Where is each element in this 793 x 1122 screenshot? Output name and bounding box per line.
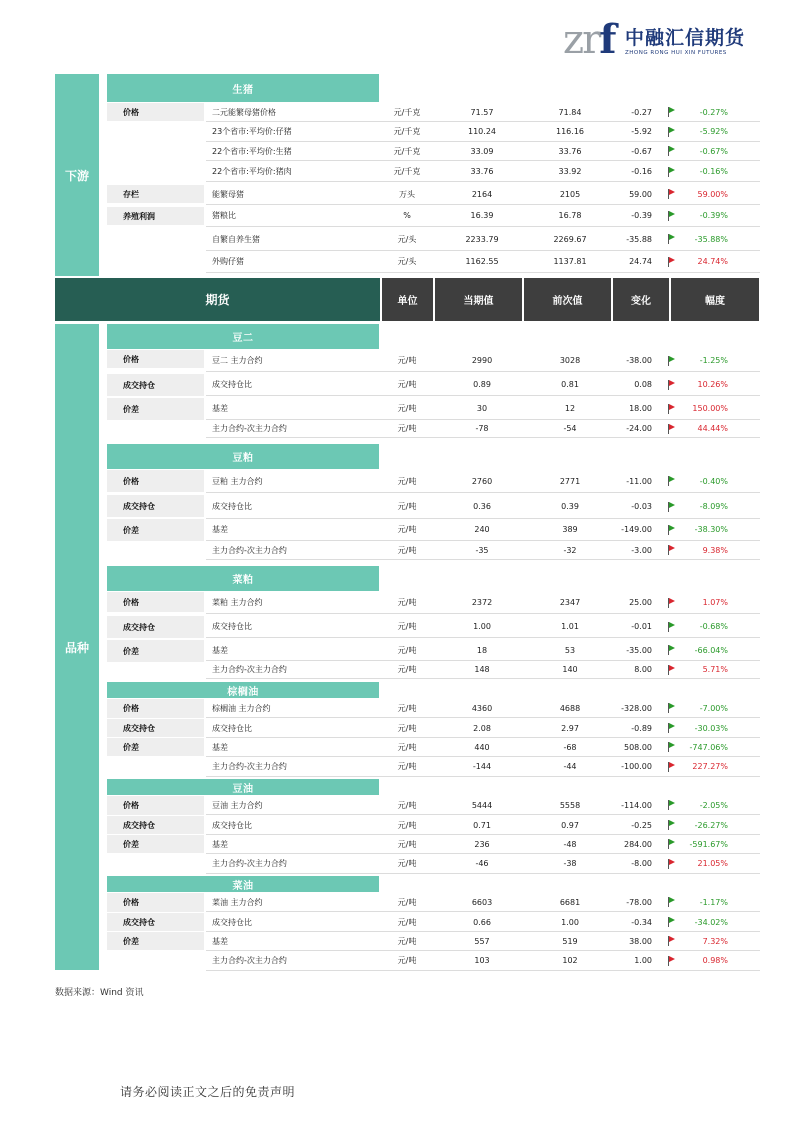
- item-name: 主力合约-次主力合约: [212, 762, 287, 771]
- item-name: 成交持仓比: [212, 723, 252, 733]
- item-previous: -38: [563, 859, 577, 868]
- item-current: 103: [474, 956, 490, 965]
- item-change: 59.00: [629, 189, 652, 199]
- item-name: 主力合约-次主力合约: [212, 956, 287, 965]
- table-row: [206, 251, 760, 273]
- item-previous: 2269.67: [553, 234, 587, 244]
- group-title: 菜粕: [107, 566, 379, 591]
- item-previous: 5558: [559, 800, 581, 810]
- item-name: 23个省市:平均价:仔猪: [212, 127, 292, 136]
- item-change: -35.00: [626, 645, 652, 655]
- category-price: 价格: [107, 350, 204, 368]
- table-row: [206, 184, 760, 205]
- item-previous: 16.78: [558, 211, 582, 220]
- item-current: 2372: [471, 598, 493, 607]
- side-label-downstream: 下游: [55, 74, 99, 276]
- item-pct: -7.00%: [699, 703, 728, 713]
- item-unit: 元/吨: [397, 956, 417, 965]
- item-name: 菜粕 主力合约: [212, 598, 263, 607]
- group-title: 豆二: [107, 324, 379, 349]
- item-pct: 1.07%: [702, 598, 728, 607]
- item-unit: 元/头: [397, 234, 417, 244]
- item-previous: -44: [563, 762, 577, 771]
- item-previous: 389: [562, 525, 578, 534]
- item-change: -5.92: [631, 127, 652, 136]
- item-name: 22个省市:平均价:生猪: [212, 146, 292, 156]
- table-row: [206, 951, 760, 971]
- item-change: -0.01: [631, 622, 652, 631]
- item-previous: 1.01: [561, 622, 579, 631]
- item-unit: 元/吨: [397, 839, 417, 849]
- item-previous: 0.97: [561, 820, 579, 830]
- item-pct: -591.67%: [689, 839, 728, 849]
- category-profit: 养殖利润: [107, 207, 204, 225]
- item-pct: 24.74%: [697, 257, 728, 266]
- item-change: -8.00: [631, 859, 652, 868]
- item-change: 8.00: [634, 665, 652, 674]
- item-pct: 5.71%: [702, 665, 728, 674]
- table-row: [206, 738, 760, 757]
- item-name: 主力合约-次主力合约: [212, 545, 287, 555]
- item-previous: 2771: [559, 476, 581, 486]
- table-row: [206, 640, 760, 661]
- item-previous: 2.97: [561, 723, 579, 733]
- item-name: 豆二 主力合约: [212, 356, 263, 365]
- item-name: 基差: [212, 404, 228, 413]
- disclaimer: 请务必阅读正文之后的免责声明: [120, 1085, 296, 1099]
- item-unit: 元/千克: [393, 127, 421, 136]
- item-change: 18.00: [629, 404, 652, 413]
- logo-company-name: 中融汇信期货: [625, 27, 746, 49]
- item-unit: 元/吨: [397, 936, 417, 946]
- item-unit: 元/吨: [397, 762, 417, 771]
- item-change: 508.00: [624, 742, 652, 752]
- item-change: -149.00: [621, 525, 652, 534]
- category-basis: 价差: [107, 932, 204, 950]
- item-pct: -1.17%: [699, 897, 728, 907]
- table-row: [206, 374, 760, 396]
- item-unit: 万头: [399, 189, 415, 199]
- table-row: [206, 122, 760, 142]
- category-basis: 价差: [107, 738, 204, 756]
- item-pct: 9.38%: [702, 545, 728, 555]
- item-change: -0.25: [631, 820, 652, 830]
- item-previous: 519: [562, 936, 578, 946]
- item-name: 豆粕 主力合约: [212, 476, 263, 486]
- item-current: 0.89: [473, 380, 491, 389]
- table-row: [206, 519, 760, 541]
- item-previous: 4688: [559, 703, 581, 713]
- item-current: 148: [474, 665, 490, 674]
- item-change: -0.67: [631, 146, 652, 156]
- item-change: 24.74: [629, 257, 652, 266]
- item-current: -144: [472, 762, 492, 771]
- item-unit: 元/吨: [397, 598, 417, 607]
- item-pct: 150.00%: [692, 404, 728, 413]
- item-current: 18: [476, 645, 488, 655]
- item-name: 成交持仓比: [212, 622, 252, 631]
- item-pct: -26.27%: [694, 820, 728, 830]
- item-unit: 元/吨: [397, 525, 417, 534]
- item-change: -100.00: [621, 762, 652, 771]
- item-pct: 59.00%: [697, 189, 728, 199]
- item-name: 22个省市:平均价:猪肉: [212, 167, 292, 176]
- item-change: -11.00: [626, 476, 652, 486]
- item-name: 成交持仓比: [212, 380, 252, 389]
- item-previous: 6681: [559, 897, 581, 907]
- category-inventory: 存栏: [107, 185, 204, 203]
- item-change: -38.00: [626, 356, 652, 365]
- item-pct: -5.92%: [699, 127, 728, 136]
- item-previous: 2347: [559, 598, 581, 607]
- item-current: 5444: [471, 800, 493, 810]
- item-change: -0.16: [631, 167, 652, 176]
- table-row: [206, 796, 760, 815]
- category-oi: 成交持仓: [107, 719, 204, 737]
- column-header-previous: 前次值: [524, 278, 611, 321]
- table-row: [206, 932, 760, 951]
- company-logo: [563, 16, 763, 63]
- item-current: 6603: [471, 897, 493, 907]
- table-row: [206, 592, 760, 614]
- logo-mark: zrf: [563, 16, 615, 63]
- category-oi: 成交持仓: [107, 495, 204, 517]
- item-current: 33.76: [470, 167, 494, 176]
- item-unit: 元/吨: [397, 703, 417, 713]
- column-header-change: 变化: [613, 278, 669, 321]
- category-oi: 成交持仓: [107, 616, 204, 638]
- item-unit: 元/吨: [397, 917, 417, 927]
- item-change: -78.00: [626, 897, 652, 907]
- item-previous: -32: [563, 545, 577, 555]
- item-unit: 元/吨: [397, 476, 417, 486]
- item-previous: 140: [562, 665, 578, 674]
- item-name: 猪粮比: [212, 211, 236, 220]
- item-name: 基差: [212, 525, 228, 534]
- table-row: [206, 835, 760, 854]
- table-row: [206, 350, 760, 372]
- item-current: 2760: [471, 476, 493, 486]
- item-change: -328.00: [621, 703, 652, 713]
- item-unit: 元/吨: [397, 665, 417, 674]
- table-row: [206, 661, 760, 679]
- item-change: -0.89: [631, 723, 652, 733]
- category-basis: 价差: [107, 398, 204, 420]
- item-pct: -34.02%: [694, 917, 728, 927]
- item-change: -0.27: [631, 107, 652, 117]
- item-name: 主力合约-次主力合约: [212, 424, 287, 433]
- item-name: 菜油 主力合约: [212, 897, 263, 907]
- category-price: 价格: [107, 592, 204, 612]
- item-unit: 元/吨: [397, 742, 417, 752]
- table-row: [206, 699, 760, 718]
- item-current: 240: [474, 525, 490, 534]
- item-current: 1.00: [473, 622, 491, 631]
- item-current: 2233.79: [465, 234, 499, 244]
- item-unit: 元/吨: [397, 897, 417, 907]
- category-price: 价格: [107, 796, 204, 815]
- category-basis: 价差: [107, 640, 204, 662]
- item-current: 30: [476, 404, 488, 413]
- item-current: -35: [475, 545, 489, 555]
- column-header-unit: 单位: [382, 278, 433, 321]
- item-current: 557: [474, 936, 490, 946]
- category-price: 价格: [107, 470, 204, 492]
- item-pct: -0.68%: [699, 622, 728, 631]
- item-change: 38.00: [629, 936, 652, 946]
- item-pct: -0.27%: [699, 107, 728, 117]
- item-unit: 元/吨: [397, 820, 417, 830]
- item-previous: 2105: [559, 189, 581, 199]
- item-change: -0.39: [631, 211, 652, 220]
- item-unit: 元/吨: [397, 424, 417, 433]
- item-pct: 10.26%: [697, 380, 728, 389]
- item-change: 25.00: [629, 598, 652, 607]
- item-pct: -2.05%: [699, 800, 728, 810]
- item-name: 成交持仓比: [212, 917, 252, 927]
- item-current: 4360: [471, 703, 493, 713]
- item-name: 基差: [212, 742, 228, 752]
- column-header-pct: 幅度: [671, 278, 759, 321]
- item-pct: -0.39%: [699, 211, 728, 220]
- item-name: 基差: [212, 936, 228, 946]
- table-row: [206, 420, 760, 438]
- category-basis: 价差: [107, 519, 204, 541]
- table-row: [206, 616, 760, 638]
- item-previous: 3028: [559, 356, 581, 365]
- item-previous: 116.16: [556, 127, 584, 136]
- item-name: 基差: [212, 839, 228, 849]
- item-current: 71.57: [470, 107, 494, 117]
- item-current: 2990: [471, 356, 493, 365]
- item-current: 2164: [471, 189, 493, 199]
- item-previous: 12: [564, 404, 576, 413]
- item-previous: 0.39: [561, 502, 579, 511]
- item-pct: -0.67%: [699, 146, 728, 156]
- group-title: 豆粕: [107, 444, 379, 469]
- table-row: [206, 757, 760, 777]
- item-unit: 元/吨: [397, 723, 417, 733]
- item-previous: 0.81: [561, 380, 579, 389]
- table-row: [206, 816, 760, 835]
- table-row: [206, 541, 760, 560]
- category-oi: 成交持仓: [107, 374, 204, 396]
- item-unit: 元/头: [397, 257, 417, 266]
- side-label-variety: 品种: [55, 324, 99, 970]
- item-change: -0.03: [631, 502, 652, 511]
- item-unit: 元/吨: [397, 645, 417, 655]
- item-current: 2.08: [473, 723, 491, 733]
- table-row: [206, 495, 760, 519]
- table-row: [206, 719, 760, 738]
- group-title: 棕榈油: [107, 682, 379, 698]
- group-title-pig: 生猪: [107, 74, 379, 102]
- item-pct: -0.16%: [699, 167, 728, 176]
- item-unit: 元/吨: [397, 622, 417, 631]
- item-name: 外购仔猪: [212, 257, 244, 266]
- logo-company-name-en: ZHONG RONG HUI XIN FUTURES: [625, 50, 727, 56]
- item-name: 基差: [212, 645, 228, 655]
- item-unit: 元/吨: [397, 545, 417, 555]
- item-pct: -0.40%: [699, 476, 728, 486]
- item-name: 成交持仓比: [212, 820, 252, 830]
- item-pct: 7.32%: [702, 936, 728, 946]
- item-unit: 元/吨: [397, 356, 417, 365]
- table-row: [206, 893, 760, 912]
- item-unit: 元/吨: [397, 800, 417, 810]
- item-change: -114.00: [621, 800, 652, 810]
- item-current: 16.39: [470, 211, 494, 220]
- item-previous: -54: [563, 424, 577, 433]
- table-row: [206, 162, 760, 182]
- table-row: [206, 205, 760, 227]
- group-title: 菜油: [107, 876, 379, 892]
- item-previous: 53: [564, 645, 576, 655]
- item-pct: 21.05%: [697, 859, 728, 868]
- item-unit: 元/吨: [397, 380, 417, 389]
- item-name: 主力合约-次主力合约: [212, 665, 287, 674]
- table-row: [206, 228, 760, 251]
- table-row: [206, 854, 760, 874]
- item-previous: 33.92: [558, 167, 582, 176]
- futures-header-title: 期货: [205, 293, 230, 307]
- item-name: 主力合约-次主力合约: [212, 859, 287, 868]
- item-name: 二元能繁母猪价格: [212, 107, 276, 117]
- item-current: 1162.55: [465, 257, 499, 266]
- item-current: 110.24: [468, 127, 496, 136]
- item-change: -35.88: [626, 234, 652, 244]
- item-change: 1.00: [634, 956, 652, 965]
- item-pct: -66.04%: [694, 645, 728, 655]
- category-basis: 价差: [107, 835, 204, 853]
- item-unit: 元/吨: [397, 502, 417, 511]
- item-name: 成交持仓比: [212, 502, 252, 511]
- item-change: -0.34: [631, 917, 652, 927]
- item-pct: -38.30%: [694, 525, 728, 534]
- item-unit: 元/千克: [393, 167, 421, 176]
- item-unit: 元/吨: [397, 859, 417, 868]
- item-pct: 0.98%: [702, 956, 728, 965]
- category-price: 价格: [107, 699, 204, 718]
- category-oi: 成交持仓: [107, 913, 204, 931]
- item-change: -24.00: [626, 424, 652, 433]
- item-previous: -48: [563, 839, 577, 849]
- item-change: -3.00: [631, 545, 652, 555]
- item-pct: -35.88%: [694, 234, 728, 244]
- category-price: 价格: [107, 103, 204, 121]
- item-previous: -68: [563, 742, 577, 752]
- item-current: 0.71: [473, 820, 491, 830]
- item-current: 236: [474, 839, 490, 849]
- table-row: [206, 103, 760, 122]
- item-change: 284.00: [624, 839, 652, 849]
- item-unit: 元/千克: [393, 146, 421, 156]
- category-price: 价格: [107, 893, 204, 912]
- item-pct: -1.25%: [699, 356, 728, 365]
- item-previous: 1.00: [561, 917, 579, 927]
- data-source: 数据来源：Wind 资讯: [55, 988, 144, 998]
- table-row: [206, 470, 760, 493]
- table-row: [206, 142, 760, 161]
- item-pct: -8.09%: [699, 502, 728, 511]
- item-current: 0.66: [473, 917, 491, 927]
- item-name: 自繁自养生猪: [212, 234, 260, 244]
- item-pct: 44.44%: [697, 424, 728, 433]
- item-current: 0.36: [473, 502, 491, 511]
- item-pct: 227.27%: [692, 762, 728, 771]
- item-unit: 元/吨: [397, 404, 417, 413]
- item-current: -46: [475, 859, 489, 868]
- item-name: 棕榈油 主力合约: [212, 703, 271, 713]
- item-previous: 33.76: [558, 146, 582, 156]
- category-oi: 成交持仓: [107, 816, 204, 834]
- group-title: 豆油: [107, 779, 379, 795]
- table-row: [206, 398, 760, 420]
- item-unit: %: [403, 211, 411, 220]
- column-header-current: 当期值: [435, 278, 522, 321]
- item-current: 33.09: [470, 146, 494, 156]
- item-pct: -747.06%: [689, 742, 728, 752]
- item-previous: 102: [562, 956, 578, 965]
- table-row: [206, 913, 760, 932]
- item-previous: 1137.81: [553, 257, 587, 266]
- item-pct: -30.03%: [694, 723, 728, 733]
- item-current: 440: [474, 742, 490, 752]
- item-name: 能繁母猪: [212, 189, 244, 199]
- item-previous: 71.84: [558, 107, 582, 117]
- item-name: 豆油 主力合约: [212, 800, 263, 810]
- item-current: -78: [475, 424, 489, 433]
- item-unit: 元/千克: [393, 107, 421, 117]
- item-change: 0.08: [634, 380, 652, 389]
